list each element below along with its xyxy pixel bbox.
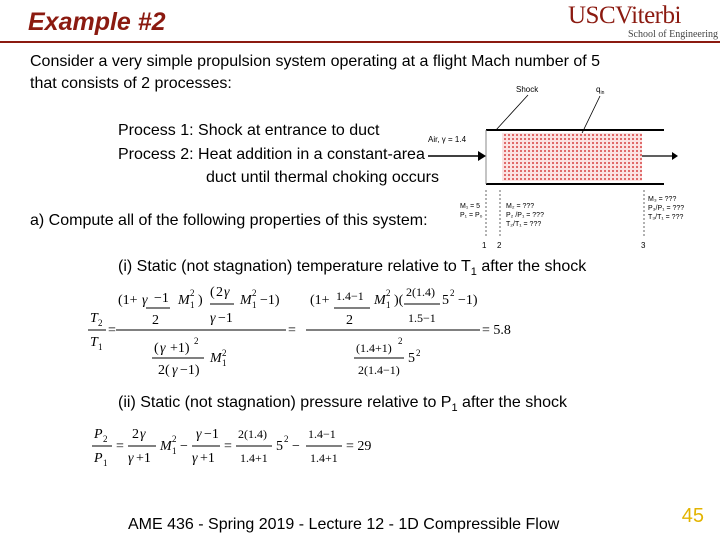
svg-text:T: T [90, 311, 98, 326]
svg-text:(1.4+1): (1.4+1) [356, 341, 392, 355]
svg-text:2(: 2( [158, 363, 170, 378]
temperature-ratio-equation [86, 282, 546, 382]
shock-label: Shock [516, 85, 539, 94]
svg-text:M: M [160, 439, 172, 454]
svg-text:−1: −1 [154, 291, 169, 306]
pressure-result: = 29 [346, 439, 372, 454]
station-1-label: 1 [482, 241, 487, 250]
svg-text:+1: +1 [136, 451, 151, 466]
title-rule [0, 41, 720, 43]
q-label: $q_{in}$ [596, 85, 605, 96]
svg-text:1: 1 [98, 342, 103, 352]
svg-text:−1: −1 [218, 311, 233, 326]
svg-text:2: 2 [194, 336, 199, 346]
svg-text:1: 1 [103, 458, 108, 468]
outflow-arrow [672, 152, 678, 160]
svg-text:2(1.4): 2(1.4) [238, 427, 267, 441]
svg-text:1.4+1: 1.4+1 [310, 451, 338, 465]
svg-text:1: 1 [222, 358, 227, 368]
t2t1-label: T₂/T₁ = ??? [506, 221, 542, 228]
svg-text:=: = [108, 323, 116, 338]
svg-text:2: 2 [416, 348, 421, 358]
intro-line-2: that consists of 2 processes: [30, 75, 232, 92]
propulsion-diagram [420, 78, 710, 252]
part-i-heading: (i) Static (not stagnation) temperature relative to $T_1$ after the shock [118, 258, 587, 279]
usc-viterbi-logo [568, 2, 716, 42]
svg-text:2: 2 [216, 285, 223, 300]
svg-text:2: 2 [132, 427, 139, 442]
svg-text:2: 2 [172, 434, 177, 444]
process-2-text: Process 2: Heat addition in a constant-area [118, 146, 425, 163]
svg-text:T: T [90, 335, 98, 350]
svg-text:(1+: (1+ [118, 293, 138, 308]
svg-text:M: M [374, 293, 386, 308]
svg-text:−: − [292, 439, 300, 454]
svg-text:1.5−1: 1.5−1 [408, 311, 436, 325]
svg-text:M: M [240, 293, 252, 308]
svg-text:γ: γ [210, 311, 216, 326]
svg-text:+1): +1) [170, 341, 190, 356]
page-number: 45 [681, 505, 704, 527]
pressure-ratio-equation [92, 420, 412, 470]
svg-text:5: 5 [442, 293, 449, 308]
svg-text:1: 1 [252, 300, 257, 310]
svg-text:=: = [224, 439, 232, 454]
svg-text:γ: γ [172, 363, 178, 378]
svg-text:2: 2 [252, 288, 257, 298]
slide-title: Example #2 [28, 8, 166, 36]
process-1-text: Process 1: Shock at entrance to duct [118, 122, 380, 139]
svg-text:−: − [180, 439, 188, 454]
svg-text:γ: γ [224, 285, 230, 300]
svg-text:2(1.4−1): 2(1.4−1) [358, 363, 400, 377]
svg-text:2(1.4): 2(1.4) [406, 285, 435, 299]
svg-text:1.4−1: 1.4−1 [336, 289, 364, 303]
svg-text:γ: γ [160, 341, 166, 356]
station-2-label: 2 [497, 241, 502, 250]
svg-text:1.4−1: 1.4−1 [308, 427, 336, 441]
svg-text:1: 1 [190, 300, 195, 310]
m1-label: M₁ = 5 [460, 203, 481, 210]
svg-text:2: 2 [398, 336, 403, 346]
svg-text:2: 2 [450, 288, 455, 298]
svg-text:=: = [288, 323, 296, 338]
part-ii-heading: (ii) Static (not stagnation) pressure relative to $P_1$ after the shock [118, 394, 567, 415]
svg-text:M: M [178, 293, 190, 308]
svg-text:2: 2 [346, 313, 353, 328]
m3-label: M₃ = ??? [648, 196, 677, 203]
svg-text:(: ( [210, 285, 215, 300]
svg-text:1: 1 [386, 300, 391, 310]
svg-text:2: 2 [103, 434, 108, 444]
p3p1-label: P₃/P₁ = ??? [648, 205, 685, 212]
process-2-continued: duct until thermal choking occurs [206, 169, 439, 186]
heat-addition-region [502, 133, 642, 181]
station-3-label: 3 [641, 241, 646, 250]
svg-text:2: 2 [152, 313, 159, 328]
svg-text:)(: )( [394, 293, 404, 308]
svg-text:γ: γ [192, 451, 198, 466]
svg-text:−1): −1) [180, 363, 200, 378]
svg-text:γ: γ [142, 293, 148, 308]
air-label: Air, γ = 1.4 [428, 135, 467, 144]
svg-text:P: P [94, 451, 103, 466]
p2p1-label: P₂ /P₁ = ??? [506, 212, 544, 219]
svg-text:−1): −1) [260, 293, 280, 308]
svg-text:2: 2 [386, 288, 391, 298]
svg-text:=: = [116, 439, 124, 454]
svg-text:(1+: (1+ [310, 293, 330, 308]
svg-text:2: 2 [284, 434, 289, 444]
svg-text:2: 2 [190, 288, 195, 298]
svg-text:γ: γ [140, 427, 146, 442]
inflow-arrow [478, 151, 486, 161]
svg-text:2: 2 [98, 318, 103, 328]
svg-text:−1): −1) [458, 293, 478, 308]
svg-text:+1: +1 [200, 451, 215, 466]
svg-text:5: 5 [408, 351, 415, 366]
svg-text:γ: γ [128, 451, 134, 466]
svg-text:−1: −1 [204, 427, 219, 442]
svg-text:(: ( [154, 341, 159, 356]
p1-label: P₁ = P₀ [460, 212, 483, 219]
svg-text:1: 1 [172, 446, 177, 456]
shock-pointer [496, 95, 528, 130]
m2-label: M₂ = ??? [506, 203, 535, 210]
logo-subtitle: School of Engineering [628, 29, 718, 40]
svg-text:5: 5 [276, 439, 283, 454]
t3t1-label: T₃/T₁ = ??? [648, 214, 684, 221]
svg-text:γ: γ [196, 427, 202, 442]
footer-text: AME 436 - Spring 2019 - Lecture 12 - 1D Compressible Flow [128, 516, 560, 533]
temperature-result: = 5.8 [482, 323, 511, 338]
svg-text:): ) [198, 293, 203, 308]
svg-text:2: 2 [222, 348, 227, 358]
svg-text:P: P [94, 427, 103, 442]
svg-text:M: M [210, 351, 222, 366]
question-a: a) Compute all of the following properties of this system: [30, 212, 428, 229]
svg-text:1.4+1: 1.4+1 [240, 451, 268, 465]
logo-wordmark: USCViterbi [568, 2, 681, 29]
intro-line-1: Consider a very simple propulsion system operating at a flight Mach number of 5 [30, 53, 601, 70]
